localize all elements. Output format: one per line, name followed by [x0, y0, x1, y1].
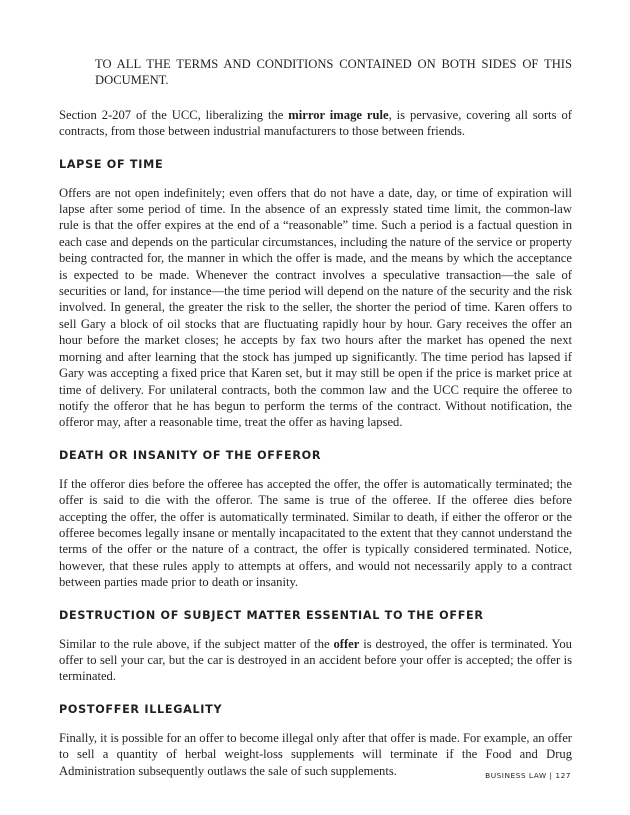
destruction-text-before: Similar to the rule above, if the subject matter of the [59, 636, 334, 651]
footer-book-title: BUSINESS LAW [485, 771, 547, 780]
destruction-paragraph [59, 636, 572, 685]
heading-destruction-of-subject-matter: DESTRUCTION OF SUBJECT MATTER ESSENTIAL TO THE OFFER [59, 608, 484, 622]
page-number: 127 [555, 771, 571, 780]
death-or-insanity-paragraph: If the offeror dies before the offeree has accepted the offer, the offer is automatically terminated; the offer is said to die with the offeror. The same is true of the offeree. If the offeree dies before accepting the offer, the offer is automatically terminated. Similar to death, if either the offeror or the offeree becomes legally insane or mentally incapacitated to the extent that they cannot understand the terms of the offer or the nature of a contract, the offer is typically considered terminated. Notice, however, that these rules apply to attempts at offers, and would not necessarily apply to a contract between parties made prior to death or insanity. [59, 476, 572, 590]
intro-text-after: , is pervasive, covering all sorts of contracts, from those between industrial manufacturers to those between friends. [59, 107, 572, 139]
intro-text-before: Section 2-207 of the UCC, liberalizing the [59, 107, 289, 122]
heading-lapse-of-time: LAPSE OF TIME [59, 157, 164, 171]
intro-paragraph [59, 107, 572, 140]
offer-term: offer [333, 636, 360, 651]
footer-separator: | [549, 771, 553, 780]
document-page [59, 56, 572, 797]
quoted-contract-text: TO ALL THE TERMS AND CONDITIONS CONTAINED ON BOTH SIDES OF THIS DOCUMENT. [95, 57, 572, 88]
mirror-image-rule-term: mirror image rule [288, 107, 389, 122]
postoffer-illegality-paragraph: Finally, it is possible for an offer to become illegal only after that offer is made. For example, an offer to sell a quantity of herbal weight-loss supplements will terminate if the Food and Drug Administration subsequently outlaws the sale of such supplements. [59, 730, 572, 778]
lapse-of-time-paragraph: Offers are not open indefinitely; even offers that do not have a date, day, or time of expiration will lapse after some period of time. In the absence of an expressly stated time limit, the common-law rule is that the offer expires at the end of a “reasonable” time. Such a period is a factual question in each case and depends on the particular circumstances, including the nature of the service or property being contracted for, the manner in which the offer is made, and the means by which the acceptance is expected to be made. Whenever the contract involves a speculative transaction—the sale of securities or land, for instance—the time period will depend on the nature of the security and the risk involved. In general, the greater the risk to the seller, the shorter the period of time. Karen offers to sell Gary a block of oil stocks that are fluctuating rapidly hour by hour. Gary receives the offer an hour before the market closes; he accepts by fax two hours after the market has opened the next morning and after learning that the stock has jumped up significantly. The time period has lapsed if Gary was accepting a fixed price that Karen set, but it may still be open if the price is market price at time of delivery. For unilateral contracts, both the common law and the UCC require the offeree to notify the offeror that he has begun to perform the terms of the contract. Without notification, the offeror may, after a reasonable time, treat the offer as having lapsed. [59, 185, 572, 430]
heading-death-or-insanity: DEATH OR INSANITY OF THE OFFEROR [59, 448, 322, 462]
heading-postoffer-illegality: POSTOFFER ILLEGALITY [59, 702, 223, 716]
destruction-text-after: is destroyed, the offer is terminated. You offer to sell your car, but the car is destroyed in an accident before your offer is accepted; the offer is terminated. [59, 636, 572, 684]
page-footer [485, 771, 571, 780]
